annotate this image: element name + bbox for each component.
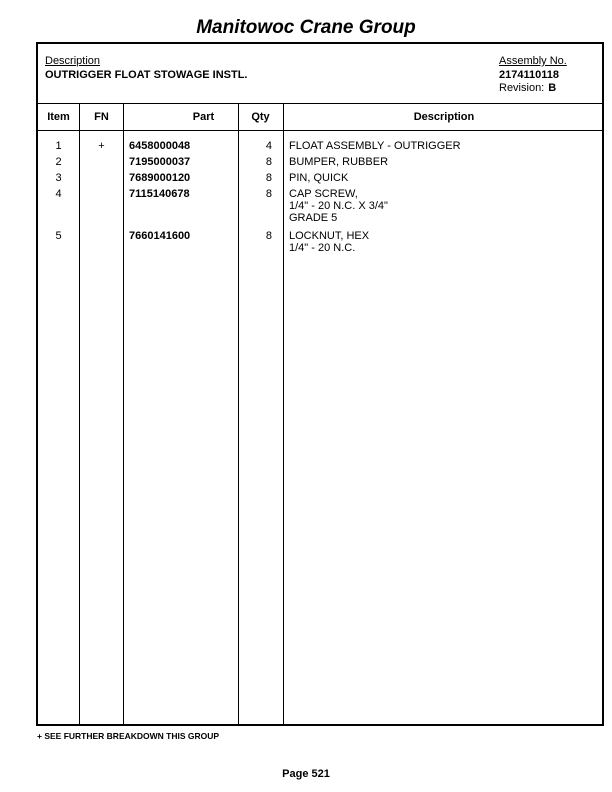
description-label: Description <box>45 55 101 67</box>
part-number: 7660141600 <box>129 230 191 242</box>
assembly-number: 2174110118 <box>499 69 559 81</box>
quantity: 8 <box>265 230 272 242</box>
table-row <box>38 140 602 156</box>
quantity: 4 <box>265 140 272 152</box>
item-number: 3 <box>55 172 62 184</box>
table-row <box>38 172 602 188</box>
item-number: 1 <box>55 140 62 152</box>
column-header-fn: FN <box>94 111 109 123</box>
column-header-description: Description <box>413 111 475 123</box>
part-description: LOCKNUT, HEX 1/4" - 20 N.C. <box>289 230 370 254</box>
assembly-number-block <box>499 55 567 95</box>
company-title: Manitowoc Crane Group <box>196 17 416 38</box>
part-description: FLOAT ASSEMBLY - OUTRIGGER <box>289 140 461 152</box>
assembly-header <box>38 44 602 104</box>
footnote: + SEE FURTHER BREAKDOWN THIS GROUP <box>37 731 220 741</box>
table-row <box>38 188 602 230</box>
part-description: CAP SCREW, 1/4" - 20 N.C. X 3/4" GRADE 5 <box>289 188 388 224</box>
quantity: 8 <box>265 156 272 168</box>
quantity: 8 <box>265 188 272 200</box>
table-row <box>38 230 602 258</box>
part-description: PIN, QUICK <box>289 172 349 184</box>
part-number: 6458000048 <box>129 140 191 152</box>
table-row <box>38 156 602 172</box>
item-number: 4 <box>55 188 62 200</box>
page-number: Page 521 <box>282 768 330 780</box>
parts-table-body <box>38 140 602 258</box>
revision-value: B <box>548 82 557 94</box>
assembly-description: OUTRIGGER FLOAT STOWAGE INSTL. <box>45 69 248 81</box>
fn-marker: + <box>98 140 105 152</box>
revision-label: Revision: <box>499 82 545 94</box>
column-header-part: Part <box>192 111 215 123</box>
revision-line <box>499 82 567 95</box>
part-number: 7195000037 <box>129 156 191 168</box>
part-description: BUMPER, RUBBER <box>289 156 389 168</box>
part-number: 7115140678 <box>129 188 190 200</box>
quantity: 8 <box>265 172 272 184</box>
item-number: 2 <box>55 156 62 168</box>
item-number: 5 <box>55 230 62 242</box>
part-number: 7689000120 <box>129 172 191 184</box>
parts-list-frame <box>36 42 604 726</box>
assembly-description-block <box>45 55 247 82</box>
assembly-number-label: Assembly No. <box>499 55 567 67</box>
column-header-item: Item <box>47 111 70 123</box>
column-header-qty: Qty <box>251 111 270 123</box>
